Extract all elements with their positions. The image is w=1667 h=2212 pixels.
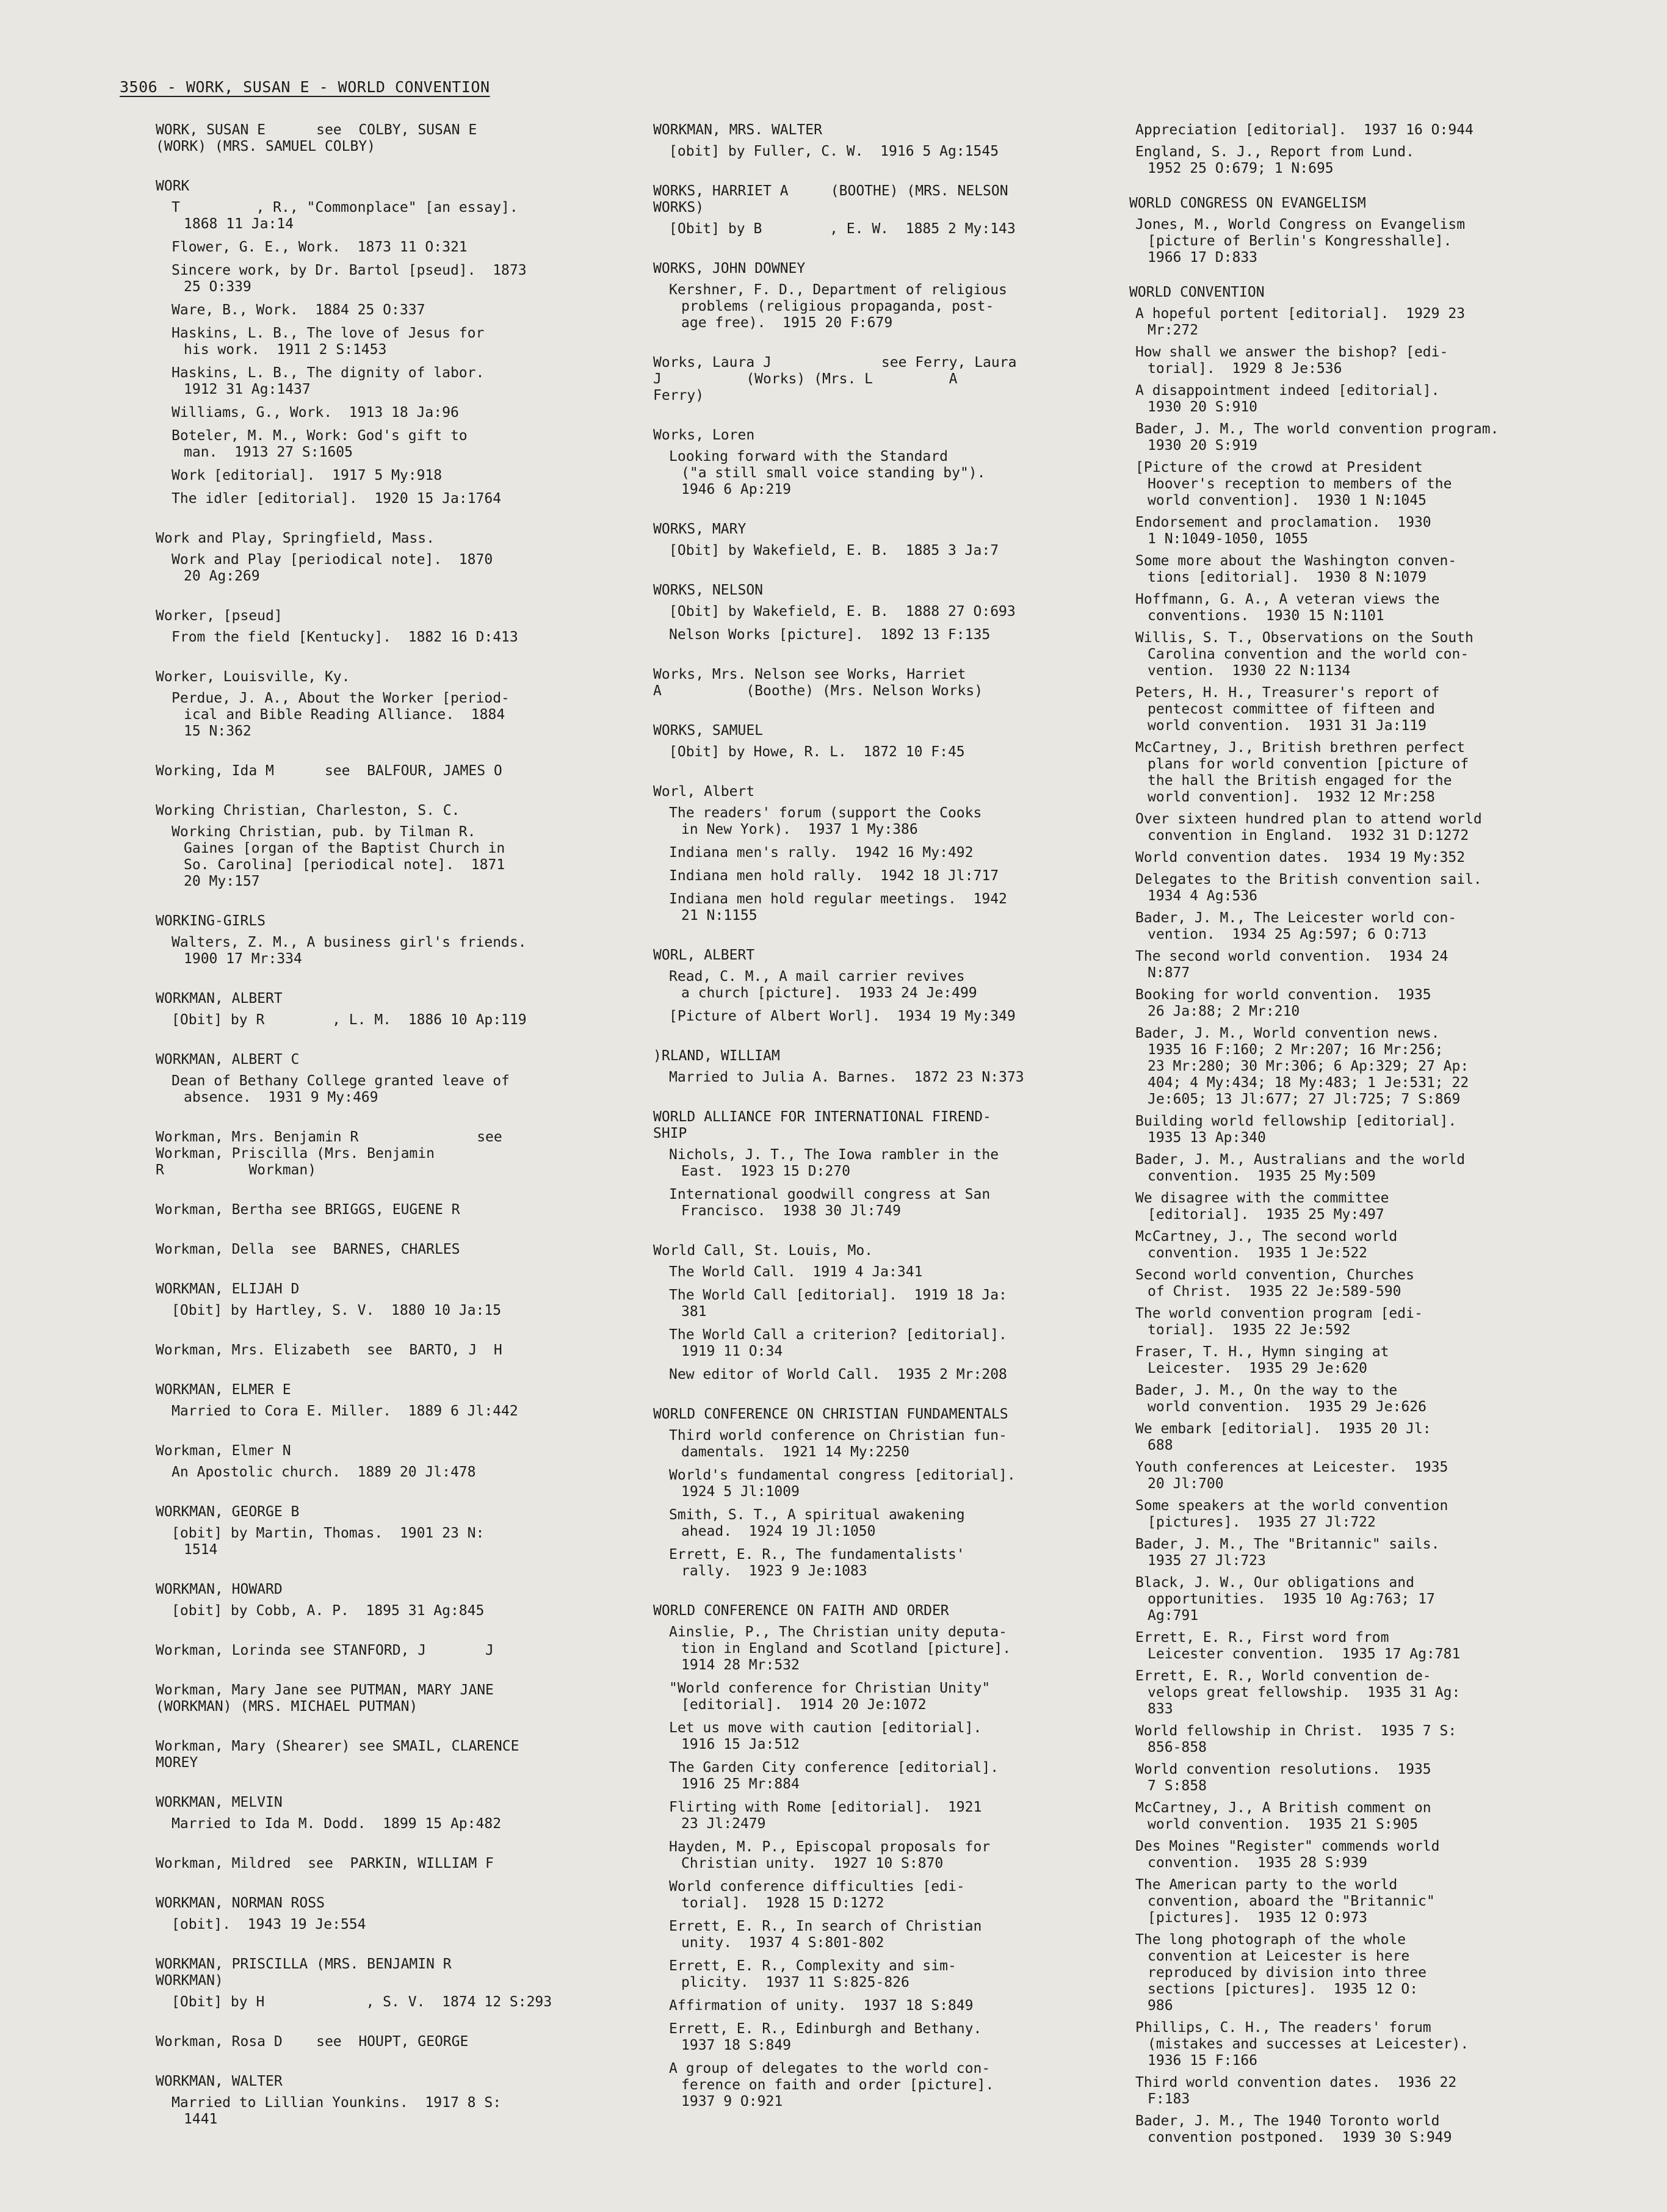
entry-heading: Works, Mrs. Nelson see Works, Harriet A (Boothe) (Mrs. Nelson Works) bbox=[653, 667, 983, 699]
citation: Jones, M., World Congress on Evangelism [picture of Berlin's Kongresshalle]. 1966 17 D:833 bbox=[1135, 217, 1466, 266]
citation: A group of delegates to the world con- ference on faith and order [picture]. 1937 9 O:921 bbox=[669, 2061, 994, 2109]
entry-heading: Workman, Mildred see PARKIN, WILLIAM F bbox=[156, 1856, 494, 1871]
citation: A disappointment indeed [editorial]. 1930 20 S:910 bbox=[1135, 383, 1440, 415]
entry-heading: Working, Ida M see BALFOUR, JAMES O bbox=[156, 763, 502, 779]
citation: Williams, G., Work. 1913 18 Ja:96 bbox=[172, 405, 459, 421]
citation: Boteler, M. M., Work: God's gift to man. 1913 27 S:1605 bbox=[172, 428, 468, 460]
citation: Haskins, L. B., The love of Jesus for his work. 1911 2 S:1453 bbox=[172, 325, 485, 358]
index-entry bbox=[156, 1281, 607, 1319]
index-entry bbox=[653, 427, 1117, 498]
entry-heading: WORKS, MARY bbox=[653, 521, 747, 537]
entry-heading: WORKMAN, ALBERT C bbox=[156, 1052, 300, 1068]
citation: [Obit] by B , E. W. 1885 2 My:143 bbox=[669, 221, 1016, 237]
entry-heading: )RLAND, WILLIAM bbox=[653, 1048, 780, 1064]
index-entry bbox=[156, 1581, 607, 1619]
citation: Bader, J. M., The "Britannic" sails. 1935 27 Jl:723 bbox=[1135, 1536, 1440, 1569]
citation: Married to Lillian Younkins. 1917 8 S: 1441 bbox=[172, 2095, 502, 2127]
citation: Building world fellowship [editorial]. 1935 13 Ap:340 bbox=[1135, 1113, 1457, 1146]
citation: Willis, S. T., Observations on the South Carolina convention and the world con- vention. 1930 22 N:1134 bbox=[1135, 630, 1474, 679]
citation: Flirting with Rome [editorial]. 1921 23 Jl:2479 bbox=[669, 1799, 982, 1832]
index-entry bbox=[156, 1342, 607, 1359]
citation: Walters, Z. M., A business girl's friends. 1900 17 Mr:334 bbox=[172, 934, 527, 967]
entry-heading: WORKMAN, WALTER bbox=[156, 2073, 283, 2089]
entry-heading: WORKS, SAMUEL bbox=[653, 723, 764, 739]
citation: Third world conference on Christian fun- damentals. 1921 14 My:2250 bbox=[669, 1428, 1007, 1460]
citation: Some speakers at the world convention [pictures]. 1935 27 Jl:722 bbox=[1135, 1498, 1448, 1530]
citation: From the field [Kentucky]. 1882 16 D:413 bbox=[172, 629, 518, 645]
entry-heading: WORL, ALBERT bbox=[653, 947, 755, 963]
citation: World's fundamental congress [editorial]. 1924 5 Jl:1009 bbox=[669, 1467, 1016, 1500]
citation: [Obit] by Hartley, S. V. 1880 10 Ja:15 bbox=[172, 1303, 502, 1318]
citation: New editor of World Call. 1935 2 Mr:208 bbox=[669, 1367, 1007, 1382]
entry-heading: WORK, SUSAN E see COLBY, SUSAN E (WORK) (MRS. SAMUEL COLBY) bbox=[156, 122, 477, 154]
index-entry bbox=[156, 1795, 607, 1832]
index-entry bbox=[653, 521, 1117, 559]
citation: Perdue, J. A., About the Worker [period- ical and Bible Reading Alliance. 1884 15 N:362 bbox=[172, 690, 510, 739]
citation: Fraser, T. H., Hymn singing at Leicester. 1935 29 Je:620 bbox=[1135, 1344, 1389, 1376]
citation: Des Moines "Register" commends world convention. 1935 28 S:939 bbox=[1135, 1838, 1440, 1871]
citation: We disagree with the committee [editorial]. 1935 25 My:497 bbox=[1135, 1190, 1389, 1223]
entry-heading: Workman, Della see BARNES, CHARLES bbox=[156, 1242, 460, 1257]
citation: [Obit] by R , L. M. 1886 10 Ap:119 bbox=[172, 1012, 527, 1028]
index-entry bbox=[653, 784, 1117, 924]
citation: Peters, H. H., Treasurer's report of pentecost committee of fifteen and world convention. 1931 31 Ja:119 bbox=[1135, 685, 1440, 734]
index-entry bbox=[156, 669, 607, 740]
citation: Bader, J. M., The Leicester world con- vention. 1934 25 Ag:597; 6 O:713 bbox=[1135, 910, 1457, 942]
entry-heading: WORKMAN, HOWARD bbox=[156, 1581, 283, 1597]
index-entry bbox=[156, 1382, 607, 1420]
index-entry bbox=[156, 913, 607, 967]
citation: Black, J. W., Our obligations and opportunities. 1935 10 Ag:763; 17 Ag:791 bbox=[1135, 1575, 1435, 1624]
entry-heading: WORLD CONFERENCE ON CHRISTIAN FUNDAMENTALS bbox=[653, 1406, 1008, 1422]
citation: [Obit] by Wakefield, E. B. 1888 27 O:693 bbox=[669, 604, 1016, 620]
citation: Booking for world convention. 1935 26 Ja:88; 2 Mr:210 bbox=[1135, 987, 1431, 1019]
index-entry bbox=[156, 1895, 607, 1933]
index-entry bbox=[653, 122, 1117, 160]
citation: World conference difficulties [edi- torial]. 1928 15 D:1272 bbox=[669, 1879, 965, 1911]
entry-heading: WORLD ALLIANCE FOR INTERNATIONAL FIREND- SHIP bbox=[653, 1109, 991, 1141]
citation: International goodwill congress at San Francisco. 1938 30 Jl:749 bbox=[669, 1187, 991, 1219]
index-entry bbox=[156, 1052, 607, 1106]
citation: McCartney, J., The second world convention. 1935 1 Je:522 bbox=[1135, 1229, 1398, 1261]
citation: Bader, J. M., World convention news. 1935 16 F:160; 2 Mr:207; 16 Mr:256; 23 Mr:280; 30 Mr:306; 6 Ap:329; 27 Ap: 404; 4 My:434; 18 My:483; 1 Je:531; 22 Je:605; 13 Jl:677; 27 Jl:725; 7 S:869 bbox=[1135, 1025, 1469, 1107]
citation: McCartney, J., British brethren perfect plans for world convention [picture of the hall the British engaged for the world convention]. 1932 12 Mr:258 bbox=[1135, 740, 1469, 805]
index-entry bbox=[156, 1643, 607, 1659]
entry-heading: Worker, Louisville, Ky. bbox=[156, 669, 350, 685]
citation: Work and Play [periodical note]. 1870 20 Ag:269 bbox=[172, 552, 493, 584]
citation: Indiana men hold rally. 1942 18 Jl:717 bbox=[669, 868, 999, 884]
entry-heading: WORKMAN, ALBERT bbox=[156, 991, 283, 1007]
index-entry bbox=[653, 667, 1117, 699]
citation: Second world convention, Churches of Christ. 1935 22 Je:589-590 bbox=[1135, 1267, 1414, 1299]
citation: [Obit] by Howe, R. L. 1872 10 F:45 bbox=[669, 744, 965, 760]
entry-heading: Worker, [pseud] bbox=[156, 608, 283, 624]
citation: Sincere work, by Dr. Bartol [pseud]. 1873 25 O:339 bbox=[172, 262, 527, 295]
citation: The World Call. 1919 4 Ja:341 bbox=[669, 1264, 923, 1280]
entry-heading: Workman, Lorinda see STANFORD, J J bbox=[156, 1643, 494, 1658]
citation: Hayden, M. P., Episcopal proposals for Christian unity. 1927 10 S:870 bbox=[669, 1839, 991, 1871]
citation: World convention resolutions. 1935 7 S:858 bbox=[1135, 1762, 1431, 1794]
index-entry bbox=[156, 2034, 607, 2050]
citation: England, S. J., Report from Lund. 1952 25 O:679; 1 N:695 bbox=[1135, 144, 1414, 176]
citation: [obit] by Fuller, C. W. 1916 5 Ag:1545 bbox=[669, 143, 999, 159]
citation: Affirmation of unity. 1937 18 S:849 bbox=[669, 1998, 974, 2014]
citation: Hoffmann, G. A., A veteran views the conventions. 1930 15 N:1101 bbox=[1135, 591, 1440, 624]
citation: Errett, E. R., The fundamentalists' rally. 1923 9 Je:1083 bbox=[669, 1547, 965, 1579]
index-entry bbox=[653, 355, 1117, 404]
index-entry bbox=[653, 261, 1117, 331]
entry-heading: Work and Play, Springfield, Mass. bbox=[156, 530, 435, 546]
citation: Let us move with caution [editorial]. 1916 15 Ja:512 bbox=[669, 1720, 982, 1752]
index-entry bbox=[156, 608, 607, 646]
citation: Third world convention dates. 1936 22 F:183 bbox=[1135, 2075, 1457, 2107]
citation: An Apostolic church. 1889 20 Jl:478 bbox=[172, 1464, 476, 1480]
citation: The idler [editorial]. 1920 15 Ja:1764 bbox=[172, 491, 502, 507]
index-entry bbox=[156, 1129, 607, 1179]
citation: Haskins, L. B., The dignity of labor. 1912 31 Ag:1437 bbox=[172, 365, 485, 397]
citation: Errett, E. R., First word from Leicester convention. 1935 17 Ag:781 bbox=[1135, 1630, 1461, 1662]
citation: Smith, S. T., A spiritual awakening ahead. 1924 19 Jl:1050 bbox=[669, 1507, 965, 1539]
citation: The readers' forum (support the Cooks in New York). 1937 1 My:386 bbox=[669, 805, 982, 837]
entry-heading: WORK bbox=[156, 178, 190, 194]
entry-heading: Working Christian, Charleston, S. C. bbox=[156, 803, 460, 819]
index-entry bbox=[156, 1682, 607, 1715]
index-entry bbox=[156, 1202, 607, 1218]
index-entry bbox=[156, 1504, 607, 1558]
citation: The World Call [editorial]. 1919 18 Ja: 381 bbox=[669, 1287, 1007, 1320]
citation: Work [editorial]. 1917 5 My:918 bbox=[172, 468, 443, 483]
citation: Married to Cora E. Miller. 1889 6 Jl:442 bbox=[172, 1403, 518, 1419]
entry-heading: WORKMAN, MRS. WALTER bbox=[653, 122, 822, 138]
citation: Bader, J. M., The 1940 Toronto world convention postponed. 1939 30 S:949 bbox=[1135, 2113, 1452, 2145]
citation: Endorsement and proclamation. 1930 1 N:1049-1050, 1055 bbox=[1135, 515, 1431, 547]
entry-heading: WORLD CONGRESS ON EVANGELISM bbox=[1129, 195, 1366, 211]
citation: Dean of Bethany College granted leave of absence. 1931 9 My:469 bbox=[172, 1073, 510, 1105]
index-entry bbox=[653, 1406, 1117, 1580]
citation: Ware, B., Work. 1884 25 O:337 bbox=[172, 302, 425, 318]
citation: Over sixteen hundred plan to attend world convention in England. 1932 31 D:1272 bbox=[1135, 811, 1482, 844]
page-header: 3506 - WORK, SUSAN E - WORLD CONVENTION bbox=[120, 78, 490, 96]
citation: [obit] by Martin, Thomas. 1901 23 N: 1514 bbox=[172, 1525, 485, 1558]
citation: [obit]. 1943 19 Je:554 bbox=[172, 1917, 366, 1932]
index-entry bbox=[156, 763, 607, 779]
index-entry bbox=[156, 122, 607, 155]
index-entry bbox=[156, 178, 607, 507]
citation: Indiana men's rally. 1942 16 My:492 bbox=[669, 845, 974, 861]
citation: Errett, E. R., In search of Christian unity. 1937 4 S:801-802 bbox=[669, 1918, 982, 1951]
index-entry bbox=[653, 582, 1117, 643]
citation: [obit] by Cobb, A. P. 1895 31 Ag:845 bbox=[172, 1603, 485, 1619]
index-column-2 bbox=[653, 122, 1117, 2133]
citation: Phillips, C. H., The readers' forum (mistakes and successes at Leicester). 1936 15 F:166 bbox=[1135, 2020, 1469, 2069]
entry-heading: Workman, Elmer N bbox=[156, 1443, 291, 1459]
citation: Looking forward with the Standard ("a still small voice standing by"). 1946 6 Ap:219 bbox=[669, 449, 986, 497]
entry-heading: Works, Laura J see Ferry, Laura J (Works) (Mrs. L A Ferry) bbox=[653, 355, 1017, 403]
citation: McCartney, J., A British comment on world convention. 1935 21 S:905 bbox=[1135, 1800, 1431, 1832]
entry-heading: WORLD CONFERENCE ON FAITH AND ORDER bbox=[653, 1603, 949, 1619]
entry-heading: Workman, Mary Jane see PUTMAN, MARY JANE (WORKMAN) (MRS. MICHAEL PUTMAN) bbox=[156, 1682, 494, 1715]
entry-heading: WORKS, HARRIET A (BOOTHE) (MRS. NELSON WORKS) bbox=[653, 183, 1008, 215]
citation: Working Christian, pub. by Tilman R. Gaines [organ of the Baptist Church in So. Carolina] [periodical note]. 1871 20 My:157 bbox=[172, 824, 505, 889]
citation: Youth conferences at Leicester. 1935 20 Jl:700 bbox=[1135, 1459, 1448, 1492]
entry-heading: WORKMAN, PRISCILLA (MRS. BENJAMIN R WORKMAN) bbox=[156, 1956, 452, 1989]
citation: Some more about the Washington conven- tions [editorial]. 1930 8 N:1079 bbox=[1135, 553, 1457, 585]
citation: Nichols, J. T., The Iowa rambler in the East. 1923 15 D:270 bbox=[669, 1147, 999, 1179]
index-entry bbox=[156, 991, 607, 1028]
citation: We embark [editorial]. 1935 20 Jl: 688 bbox=[1135, 1421, 1431, 1453]
citation: The Garden City conference [editorial]. 1916 25 Mr:884 bbox=[669, 1760, 999, 1792]
index-entry bbox=[653, 183, 1117, 237]
citation: [Obit] by H , S. V. 1874 12 S:293 bbox=[172, 1994, 552, 2010]
entry-heading: WORKMAN, ELIJAH D bbox=[156, 1281, 300, 1297]
index-entry bbox=[156, 2073, 607, 2128]
index-entry bbox=[1129, 284, 1520, 2146]
index-entry bbox=[653, 1603, 1117, 2110]
citation: Bader, J. M., On the way to the world convention. 1935 29 Je:626 bbox=[1135, 1382, 1427, 1415]
citation: Errett, E. R., World convention de- velops great fellowship. 1935 31 Ag: 833 bbox=[1135, 1668, 1461, 1717]
citation: Flower, G. E., Work. 1873 11 O:321 bbox=[172, 239, 468, 255]
citation: The second world convention. 1934 24 N:877 bbox=[1135, 949, 1448, 981]
citation: Errett, E. R., Edinburgh and Bethany. 1937 18 S:849 bbox=[669, 2021, 982, 2053]
citation: The World Call a criterion? [editorial]. 1919 11 O:34 bbox=[669, 1327, 1007, 1359]
entry-heading: Workman, Mrs. Benjamin R see Workman, Priscilla (Mrs. Benjamin R Workman) bbox=[156, 1129, 502, 1178]
index-entry bbox=[156, 1856, 607, 1872]
index-entry bbox=[653, 1243, 1117, 1383]
entry-heading: WORKMAN, ELMER E bbox=[156, 1382, 291, 1398]
index-entry bbox=[156, 1738, 607, 1771]
citation: The world convention program [edi- torial]. 1935 22 Je:592 bbox=[1135, 1306, 1423, 1338]
entry-heading: WORKMAN, NORMAN ROSS bbox=[156, 1895, 325, 1911]
entry-heading: WORKMAN, MELVIN bbox=[156, 1795, 283, 1810]
entry-heading: WORLD CONVENTION bbox=[1129, 284, 1265, 300]
index-entry bbox=[1129, 122, 1520, 177]
entry-heading: Workman, Rosa D see HOUPT, GEORGE bbox=[156, 2034, 469, 2050]
index-entry bbox=[653, 1048, 1117, 1086]
index-entry bbox=[1129, 195, 1520, 266]
index-entry bbox=[156, 1242, 607, 1258]
index-entry bbox=[156, 1443, 607, 1481]
citation: Bader, J. M., Australians and the world convention. 1935 25 My:509 bbox=[1135, 1152, 1466, 1184]
citation: World convention dates. 1934 19 My:352 bbox=[1135, 850, 1466, 866]
citation: [Picture of the crowd at President Hoover's reception to members of the world convention]. 1930 1 N:1045 bbox=[1135, 460, 1452, 508]
citation: A hopeful portent [editorial]. 1929 23 Mr:272 bbox=[1135, 306, 1466, 338]
citation: Read, C. M., A mail carrier revives a church [picture]. 1933 24 Je:499 bbox=[669, 969, 977, 1001]
citation: The American party to the world convention, aboard the "Britannic" [pictures]. 1935 12 O:973 bbox=[1135, 1877, 1435, 1926]
citation: Nelson Works [picture]. 1892 13 F:135 bbox=[669, 627, 991, 643]
entry-heading: Workman, Mrs. Elizabeth see BARTO, J H bbox=[156, 1342, 502, 1358]
entry-heading: Worl, Albert bbox=[653, 784, 755, 800]
citation: Married to Julia A. Barnes. 1872 23 N:373 bbox=[669, 1069, 1024, 1085]
entry-heading: WORKMAN, GEORGE B bbox=[156, 1504, 300, 1520]
citation: Bader, J. M., The world convention program. 1930 20 S:919 bbox=[1135, 421, 1499, 454]
citation: The long photograph of the whole convention at Leicester is here reproduced by division into three sections [pictures]. 1935 12 O: 986 bbox=[1135, 1932, 1427, 2014]
index-entry bbox=[156, 1956, 607, 2011]
index-entry bbox=[653, 1109, 1117, 1220]
citation: World fellowship in Christ. 1935 7 S: 856-858 bbox=[1135, 1723, 1457, 1755]
citation: [Obit] by Wakefield, E. B. 1885 3 Ja:7 bbox=[669, 543, 999, 558]
index-entry bbox=[156, 803, 607, 890]
entry-heading: WORKS, JOHN DOWNEY bbox=[653, 261, 806, 276]
entry-heading: Works, Loren bbox=[653, 427, 755, 443]
citation: Delegates to the British convention sail. 1934 4 Ag:536 bbox=[1135, 872, 1482, 904]
entry-heading: World Call, St. Louis, Mo. bbox=[653, 1243, 873, 1259]
citation: Indiana men hold regular meetings. 1942 21 N:1155 bbox=[669, 891, 1007, 923]
index-column-1 bbox=[156, 122, 607, 2151]
citation: [Picture of Albert Worl]. 1934 19 My:349 bbox=[669, 1008, 1016, 1024]
entry-heading: WORKS, NELSON bbox=[653, 582, 764, 598]
citation: Married to Ida M. Dodd. 1899 15 Ap:482 bbox=[172, 1816, 502, 1832]
entry-heading: WORKING-GIRLS bbox=[156, 913, 266, 929]
entry-heading: Workman, Bertha see BRIGGS, EUGENE R bbox=[156, 1202, 460, 1218]
index-column-3 bbox=[1129, 122, 1520, 2164]
citation: Ainslie, P., The Christian unity deputa- tion in England and Scotland [picture]. 1914 28 Mr:532 bbox=[669, 1624, 1011, 1673]
index-entry bbox=[156, 530, 607, 585]
citation: Appreciation [editorial]. 1937 16 O:944 bbox=[1135, 122, 1474, 138]
index-entry bbox=[653, 947, 1117, 1025]
citation: Errett, E. R., Complexity and sim- plicity. 1937 11 S:825-826 bbox=[669, 1958, 956, 1990]
citation: How shall we answer the bishop? [edi- torial]. 1929 8 Je:536 bbox=[1135, 344, 1448, 377]
citation: "World conference for Christian Unity" [editorial]. 1914 20 Je:1072 bbox=[669, 1680, 991, 1713]
index-entry bbox=[653, 723, 1117, 761]
citation: T , R., "Commonplace" [an essay]. 1868 11 Ja:14 bbox=[172, 200, 518, 232]
citation: Kershner, F. D., Department of religious problems (religious propaganda, post- age free). 1915 20 F:679 bbox=[669, 282, 1007, 331]
entry-heading: Workman, Mary (Shearer) see SMAIL, CLARENCE MOREY bbox=[156, 1738, 519, 1771]
